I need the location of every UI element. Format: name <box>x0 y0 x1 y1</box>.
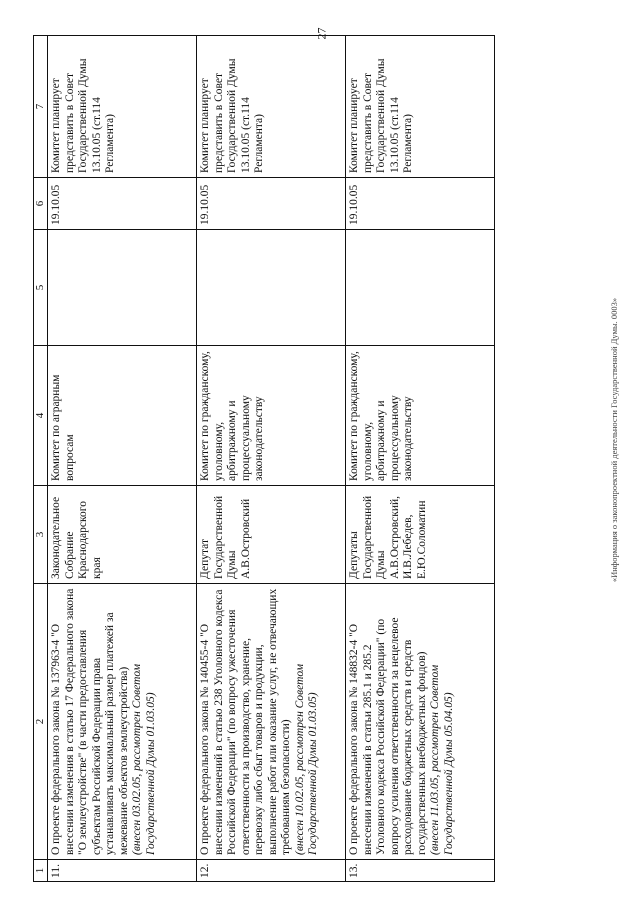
bill-note: (внесен 11.03.05, рассмотрен Советом Государственной Думы 05.04.05) <box>429 664 455 855</box>
bill-title: О проекте федерального закона № 148832-4 "О внесении изменений в статьи 285.1 и 285.2 Уголовного кодекса Российской Федерации" (по вопросу усиления ответственности за нецелевое расходование бюджетных средств и средств государственных внебюджетных фондов) <box>348 617 428 855</box>
page-number: 27 <box>314 27 329 40</box>
bills-table <box>33 35 495 882</box>
plan-cell: Комитет планирует представить в Совет Государственной Думы 13.10.05 (ст.114 Регламента) <box>197 36 346 178</box>
row-number: 11. <box>48 860 197 882</box>
table-row <box>48 36 197 882</box>
committee-cell: Комитет по гражданскому, уголовному, арбитражному и процессуальному законодательству <box>346 346 495 486</box>
date-cell: 19.10.05 <box>346 178 495 230</box>
table-row <box>197 36 346 882</box>
column-header: 7 <box>34 36 48 178</box>
column-header: 6 <box>34 178 48 230</box>
bill-cell <box>346 584 495 860</box>
bill-note: (внесен 03.02.05, рассмотрен Советом Государственной Думы 01.03.05) <box>131 663 157 855</box>
column-header: 4 <box>34 346 48 486</box>
bill-title: О проекте федерального закона № 137963-4 "О внесении изменения в статью 17 Федерального закона "О землеустройстве" (в части предоставления субъектам Российской Федерации права устанавливать максимальный размер платежей за межевание объектов землеустройства) <box>50 588 130 855</box>
footer-text: «Информация о законопроектной деятельности Государственной Думы. 0003» <box>609 297 619 583</box>
table-container <box>33 36 601 882</box>
initiator-cell: Депутаты Государственной Думы А.В.Островский, И.В.Лебедев, Е.Ю.Соломатин <box>346 486 495 584</box>
col5-cell <box>48 230 197 346</box>
initiator-cell: Законодательное Собрание Краснодарского края <box>48 486 197 584</box>
col5-cell <box>346 230 495 346</box>
column-header: 3 <box>34 486 48 584</box>
date-cell: 19.10.05 <box>197 178 346 230</box>
column-header: 5 <box>34 230 48 346</box>
column-header: 1 <box>34 860 48 882</box>
col5-cell <box>197 230 346 346</box>
bill-title: О проекте федерального закона № 140455-4 "О внесении изменений в статью 238 Уголовного кодекса Российской Федерации" (по вопросу ужесточения ответственности за производство, хранение, перевозку либо сбыт товаров и продукции, выполнение работ или оказание услуг, не отвечающих требованиям безопасности) <box>199 588 292 855</box>
date-cell: 19.10.05 <box>48 178 197 230</box>
bill-cell <box>197 584 346 860</box>
plan-cell: Комитет планирует представить в Совет Государственной Думы 13.10.05 (ст.114 Регламента) <box>48 36 197 178</box>
row-number: 12. <box>197 860 346 882</box>
header-row <box>34 36 48 882</box>
plan-cell: Комитет планирует представить в Совет Государственной Думы 13.10.05 (ст.114 Регламента) <box>346 36 495 178</box>
column-header: 2 <box>34 584 48 860</box>
committee-cell: Комитет по аграрным вопросам <box>48 346 197 486</box>
table-row <box>346 36 495 882</box>
initiator-cell: Депутат Государственной Думы А.В.Островский <box>197 486 346 584</box>
bill-note: (внесен 10.02.05, рассмотрен Советом Государственной Думы 01.03.05) <box>293 663 319 855</box>
row-number: 13. <box>346 860 495 882</box>
committee-cell: Комитет по гражданскому, уголовному, арбитражному и процессуальному законодательству <box>197 346 346 486</box>
bill-cell <box>48 584 197 860</box>
